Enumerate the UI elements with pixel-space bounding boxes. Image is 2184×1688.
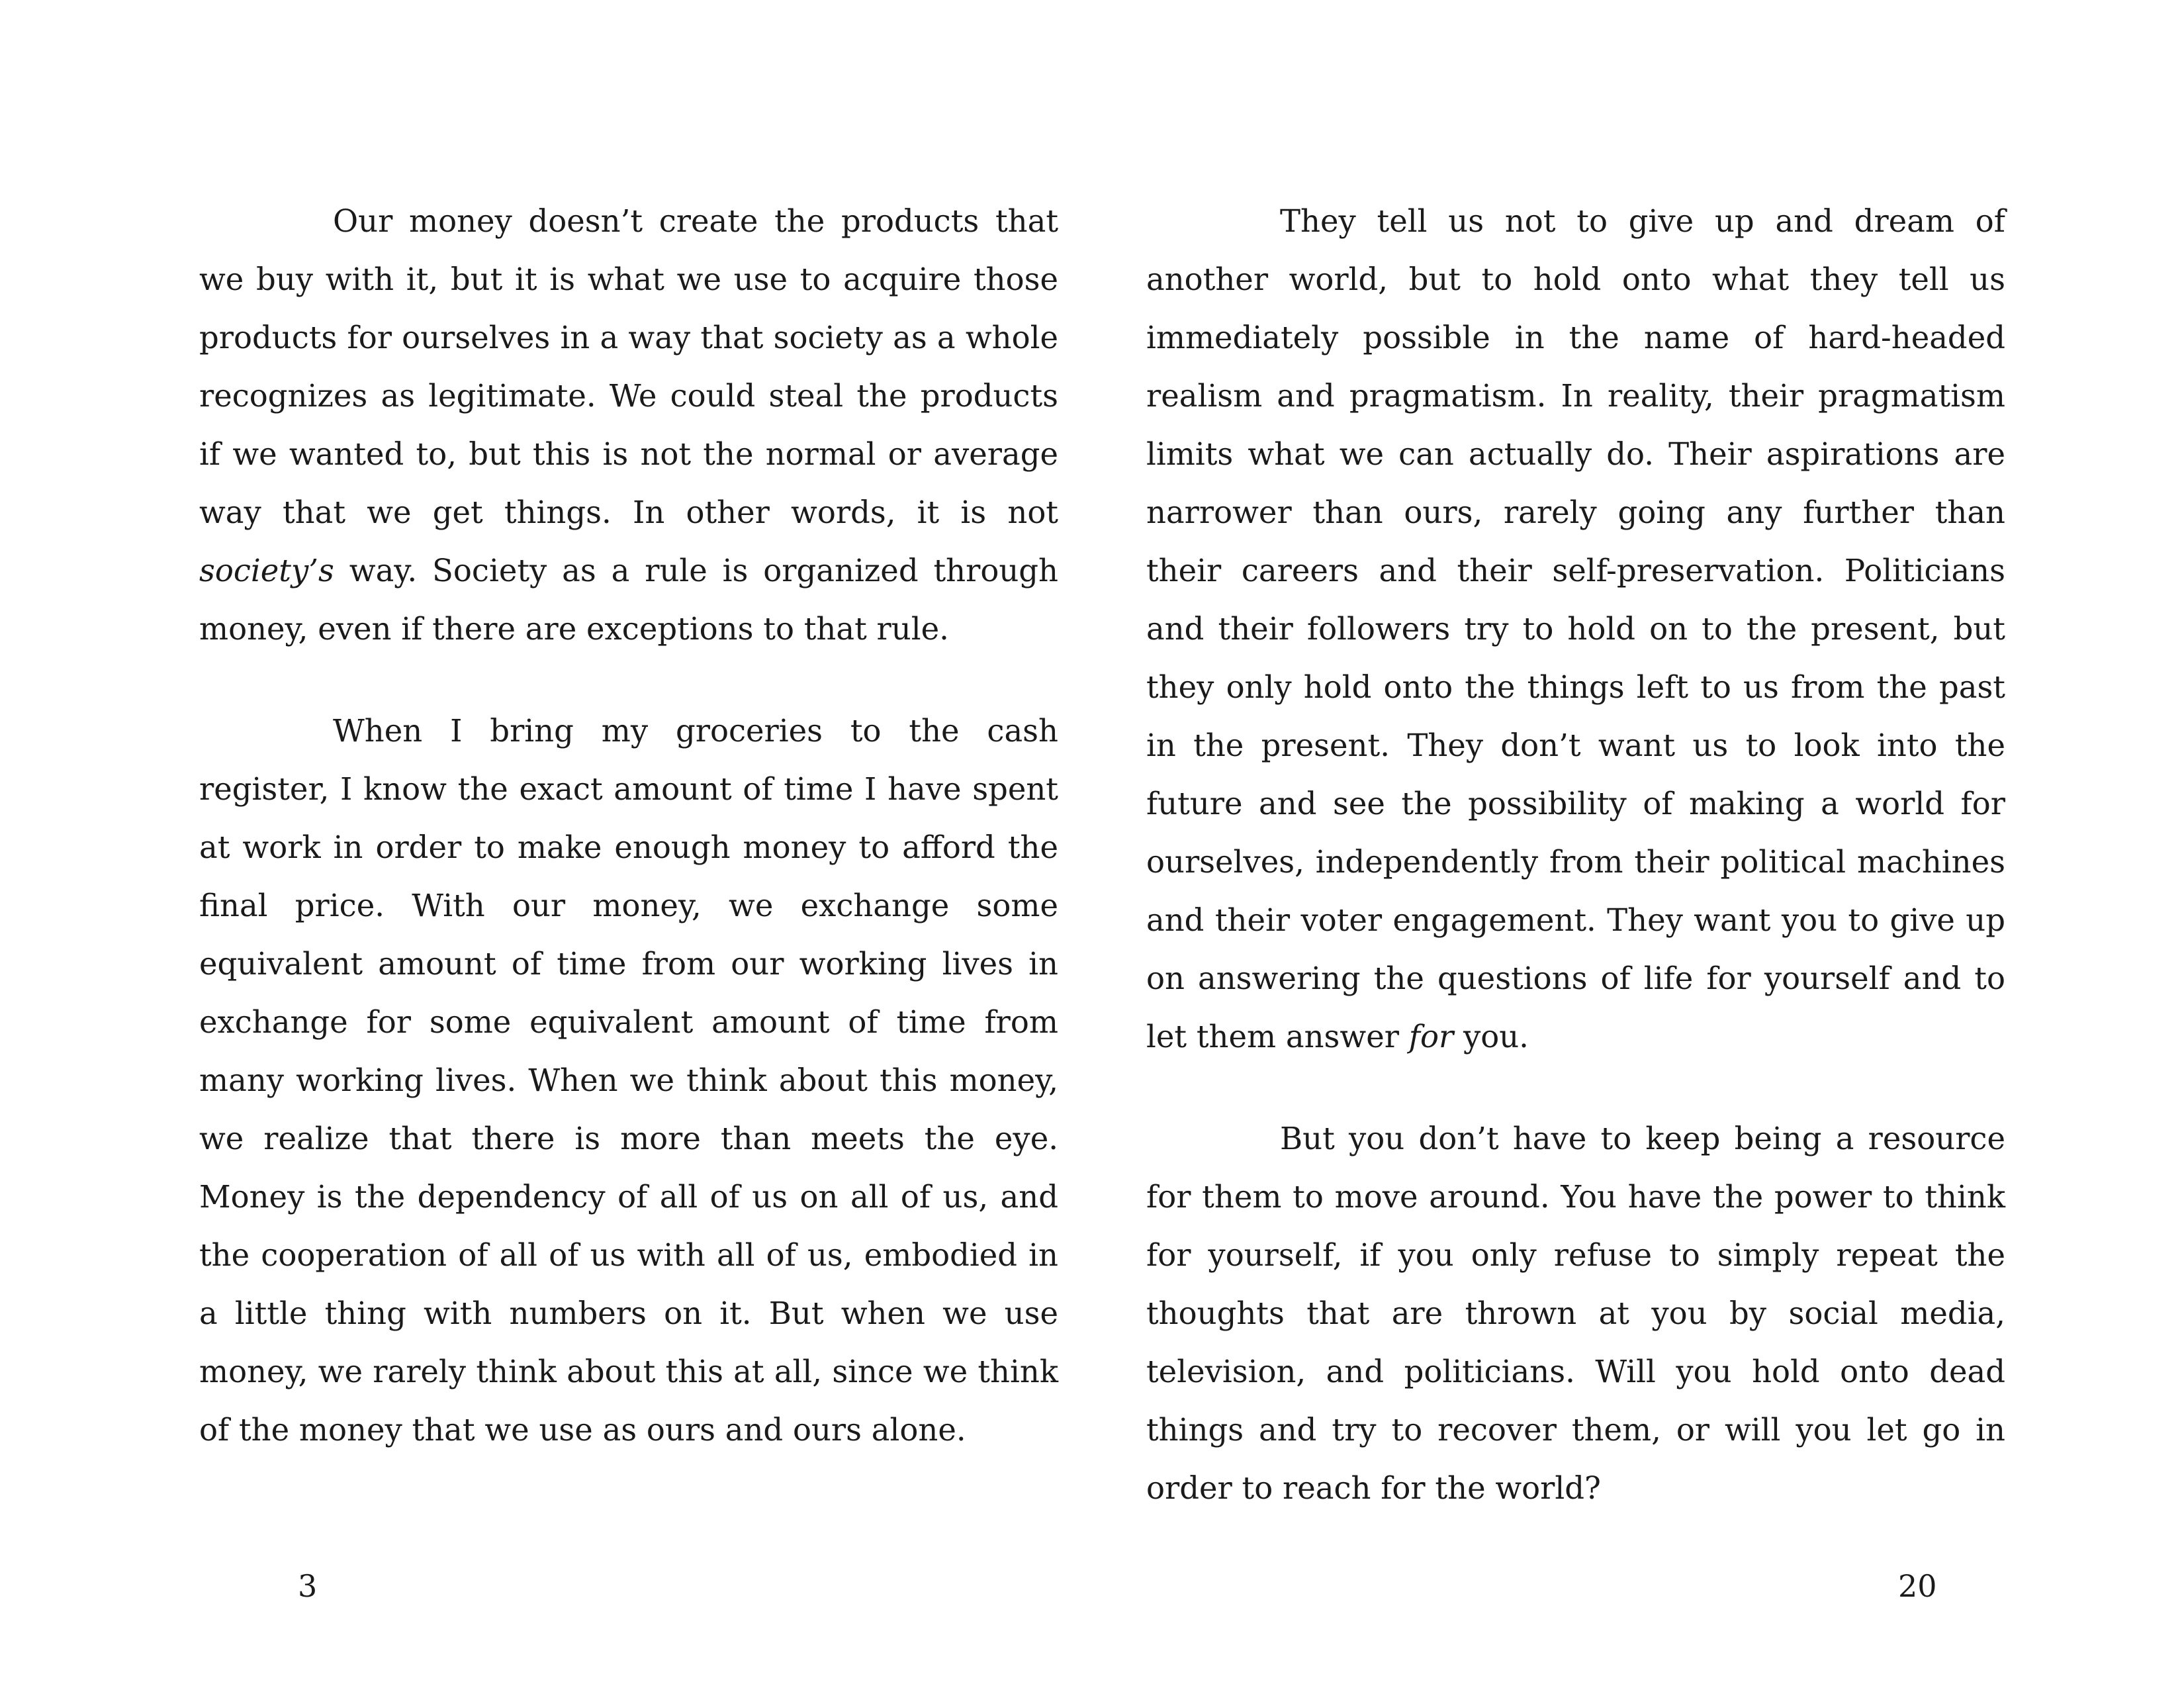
paragraph-text: way. Society as a rule is organized through money, even if there are exceptions to that rule. [199, 553, 1058, 647]
paragraph-text: But you don’t have to keep being a resource for them to move around. You have the power to think for yourself, if you only refuse to simply repeat the thoughts that are thrown at you by social media, television, and politicians. Will you hold onto dead things and try to recover them, or will you let go in order to reach for the world? [1146, 1121, 2005, 1506]
paragraph [199, 192, 1058, 658]
page-number: 20 [1898, 1568, 1937, 1604]
paragraph-text: When I bring my groceries to the cash register, I know the exact amount of time I have spent at work in order to make enough money to afford the final price. With our money, we exchange some equivalent amount of time from our working lives in exchange for some equivalent amount of time from many working lives. When we think about this money, we realize that there is more than meets the eye. Money is the dependency of all of us on all of us, and the cooperation of all of us with all of us, embodied in a little thing with numbers on it. But when we use money, we rarely think about this at all, since we think of the money that we use as ours and ours alone. [199, 713, 1058, 1448]
left-page-body [199, 192, 1058, 1459]
paragraph-text: you. [1453, 1019, 1529, 1055]
right-page-body [1146, 192, 2005, 1517]
page-number: 3 [298, 1568, 318, 1604]
italic-text: for [1408, 1019, 1454, 1055]
paragraph-text: Our money doesn’t create the products that we buy with it, but it is what we use to acquire those products for ourselves in a way that society as a whole recognizes as legitimate. We could steal the products if we wanted to, but this is not the normal or average way that we get things. In other words, it is not [199, 203, 1058, 530]
paragraph [1146, 192, 2005, 1066]
italic-text: society’s [199, 553, 334, 588]
paragraph [1146, 1109, 2005, 1517]
right-page [1092, 0, 2184, 1688]
paragraph-text: They tell us not to give up and dream of another world, but to hold onto what they tell us immediately possible in the name of hard-headed realism and pragmatism. In reality, their pragmatism limits what we can actually do. Their aspirations are narrower than ours, rarely going any further than their careers and their self-preservation. Politicians and their followers try to hold on to the present, but they only hold onto the things left to us from the past in the present. They don’t want us to look into the future and see the possibility of making a world for ourselves, independently from their political machines and their voter engagement. They want you to give up on answering the questions of life for yourself and to let them answer [1146, 203, 2005, 1055]
paragraph [199, 702, 1058, 1459]
